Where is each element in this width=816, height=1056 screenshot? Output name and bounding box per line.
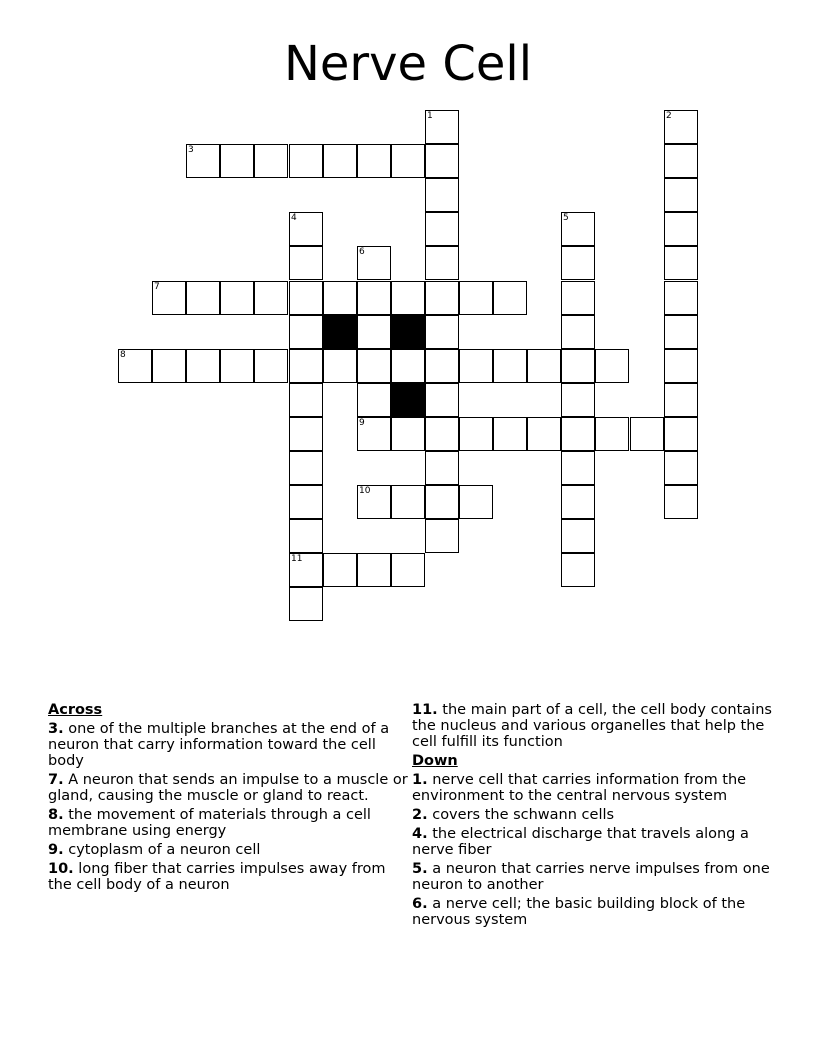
grid-cell-number: 5 — [563, 213, 569, 223]
grid-cell[interactable] — [323, 281, 357, 315]
clue-number: 8. — [48, 807, 64, 823]
clue-number: 5. — [412, 861, 428, 877]
clue-down-1 — [412, 772, 772, 804]
grid-cell[interactable] — [425, 417, 459, 451]
page-title: Nerve Cell — [283, 36, 533, 92]
across-heading: Across — [48, 702, 103, 718]
grid-cell[interactable] — [561, 383, 595, 417]
grid-cell[interactable] — [493, 349, 527, 383]
clue-down-5 — [412, 861, 772, 893]
grid-cell[interactable] — [289, 553, 323, 587]
grid-cell[interactable] — [357, 553, 391, 587]
clue-across-11 — [412, 702, 772, 750]
grid-cell[interactable] — [152, 281, 186, 315]
clue-number: 9. — [48, 842, 64, 858]
clues-column-right — [412, 702, 772, 931]
clue-text: the electrical discharge that travels along a nerve fiber — [412, 826, 749, 858]
grid-cell[interactable] — [391, 485, 425, 519]
grid-cell[interactable] — [664, 451, 698, 485]
grid-cell[interactable] — [664, 315, 698, 349]
grid-cell[interactable] — [152, 349, 186, 383]
grid-cell[interactable] — [391, 144, 425, 178]
clue-across-7 — [48, 772, 408, 804]
grid-cell[interactable] — [595, 417, 629, 451]
clue-number: 2. — [412, 807, 428, 823]
grid-cell[interactable] — [289, 212, 323, 246]
clue-text: long fiber that carries impulses away from the cell body of a neuron — [48, 861, 386, 893]
grid-cell[interactable] — [561, 315, 595, 349]
grid-cell-number: 1 — [427, 111, 433, 121]
grid-cell[interactable] — [664, 212, 698, 246]
clue-text: a neuron that carries nerve impulses from one neuron to another — [412, 861, 770, 893]
grid-cell[interactable] — [459, 485, 493, 519]
grid-cell[interactable] — [391, 553, 425, 587]
grid-cell-number: 3 — [188, 145, 194, 155]
grid-cell[interactable] — [561, 451, 595, 485]
clue-number: 10. — [48, 861, 74, 877]
grid-cell[interactable] — [254, 281, 288, 315]
grid-cell-number: 10 — [359, 486, 371, 496]
grid-cell[interactable] — [664, 110, 698, 144]
clue-down-6 — [412, 896, 772, 928]
clue-number: 6. — [412, 896, 428, 912]
grid-cell[interactable] — [425, 281, 459, 315]
grid-cell[interactable] — [459, 349, 493, 383]
grid-cell[interactable] — [425, 178, 459, 212]
grid-cell[interactable] — [527, 417, 561, 451]
clue-text: covers the schwann cells — [432, 807, 615, 823]
clue-down-4 — [412, 826, 772, 858]
grid-cell[interactable] — [459, 281, 493, 315]
clue-down-2 — [412, 807, 772, 823]
clue-number: 1. — [412, 772, 428, 788]
grid-cell-number: 6 — [359, 247, 365, 257]
grid-cell[interactable] — [357, 383, 391, 417]
grid-cell-black — [391, 315, 425, 349]
clue-number: 7. — [48, 772, 64, 788]
grid-cell[interactable] — [561, 485, 595, 519]
grid-cell[interactable] — [425, 212, 459, 246]
grid-cell[interactable] — [664, 178, 698, 212]
grid-cell[interactable] — [289, 349, 323, 383]
clue-across-8 — [48, 807, 408, 839]
grid-cell-number: 4 — [291, 213, 297, 223]
grid-cell[interactable] — [357, 144, 391, 178]
grid-cell-number: 8 — [120, 350, 126, 360]
clue-across-3 — [48, 721, 408, 769]
grid-cell[interactable] — [664, 281, 698, 315]
grid-cell[interactable] — [391, 349, 425, 383]
grid-cell[interactable] — [664, 144, 698, 178]
grid-cell[interactable] — [289, 519, 323, 553]
grid-cell-number: 11 — [291, 554, 303, 564]
grid-cell[interactable] — [289, 485, 323, 519]
clue-text: the movement of materials through a cell membrane using energy — [48, 807, 371, 839]
grid-cell[interactable] — [425, 383, 459, 417]
clue-text: cytoplasm of a neuron cell — [68, 842, 261, 858]
grid-cell[interactable] — [357, 281, 391, 315]
grid-cell[interactable] — [561, 553, 595, 587]
grid-cell[interactable] — [323, 349, 357, 383]
grid-cell[interactable] — [323, 144, 357, 178]
grid-cell[interactable] — [118, 349, 152, 383]
grid-cell[interactable] — [425, 485, 459, 519]
clue-text: one of the multiple branches at the end of a neuron that carry information toward the cell body — [48, 721, 390, 769]
grid-cell[interactable] — [561, 519, 595, 553]
grid-cell[interactable] — [425, 246, 459, 280]
grid-cell[interactable] — [630, 417, 664, 451]
grid-cell[interactable] — [220, 144, 254, 178]
grid-cell[interactable] — [595, 349, 629, 383]
grid-cell[interactable] — [289, 144, 323, 178]
grid-cell[interactable] — [664, 349, 698, 383]
grid-cell[interactable] — [425, 110, 459, 144]
grid-cell[interactable] — [289, 417, 323, 451]
grid-cell[interactable] — [664, 485, 698, 519]
down-heading: Down — [412, 753, 458, 769]
grid-cell[interactable] — [220, 281, 254, 315]
clues-column-left — [48, 702, 408, 896]
grid-cell[interactable] — [186, 144, 220, 178]
grid-cell[interactable] — [289, 587, 323, 621]
grid-cell[interactable] — [561, 349, 595, 383]
grid-cell[interactable] — [289, 451, 323, 485]
grid-cell[interactable] — [289, 281, 323, 315]
clue-text: the main part of a cell, the cell body contains the nucleus and various organelles that help the cell fulfill its function — [412, 702, 772, 750]
grid-cell[interactable] — [664, 417, 698, 451]
grid-cell[interactable] — [493, 417, 527, 451]
grid-cell-number: 2 — [666, 111, 672, 121]
grid-cell[interactable] — [561, 246, 595, 280]
grid-cell[interactable] — [391, 417, 425, 451]
grid-cell[interactable] — [493, 281, 527, 315]
grid-cell-number: 9 — [359, 418, 365, 428]
grid-cell[interactable] — [357, 246, 391, 280]
clue-text: nerve cell that carries information from the environment to the central nervous system — [412, 772, 747, 804]
grid-cell[interactable] — [391, 281, 425, 315]
grid-cell[interactable] — [289, 315, 323, 349]
clue-number: 3. — [48, 721, 64, 737]
grid-cell[interactable] — [186, 281, 220, 315]
grid-cell[interactable] — [220, 349, 254, 383]
clue-number: 11. — [412, 702, 438, 718]
clue-across-10 — [48, 861, 408, 893]
grid-cell[interactable] — [561, 417, 595, 451]
grid-cell[interactable] — [357, 349, 391, 383]
grid-cell[interactable] — [561, 281, 595, 315]
grid-cell[interactable] — [254, 349, 288, 383]
grid-cell[interactable] — [527, 349, 561, 383]
grid-cell[interactable] — [459, 417, 493, 451]
grid-cell[interactable] — [357, 485, 391, 519]
grid-cell[interactable] — [561, 212, 595, 246]
clue-across-9 — [48, 842, 408, 858]
grid-cell[interactable] — [425, 315, 459, 349]
grid-cell[interactable] — [664, 246, 698, 280]
clue-text: A neuron that sends an impulse to a muscle or gland, causing the muscle or gland to react. — [48, 772, 408, 804]
grid-cell[interactable] — [289, 383, 323, 417]
grid-cell[interactable] — [289, 246, 323, 280]
grid-cell[interactable] — [357, 315, 391, 349]
grid-cell[interactable] — [425, 349, 459, 383]
grid-cell[interactable] — [425, 144, 459, 178]
grid-cell[interactable] — [186, 349, 220, 383]
grid-cell-black — [323, 315, 357, 349]
grid-cell[interactable] — [254, 144, 288, 178]
grid-cell-number: 7 — [154, 282, 160, 292]
grid-cell[interactable] — [323, 553, 357, 587]
grid-cell[interactable] — [425, 451, 459, 485]
clue-text: a nerve cell; the basic building block of the nervous system — [412, 896, 746, 928]
grid-cell[interactable] — [664, 383, 698, 417]
grid-cell-black — [391, 383, 425, 417]
grid-cell[interactable] — [357, 417, 391, 451]
clue-number: 4. — [412, 826, 428, 842]
grid-cell[interactable] — [425, 519, 459, 553]
